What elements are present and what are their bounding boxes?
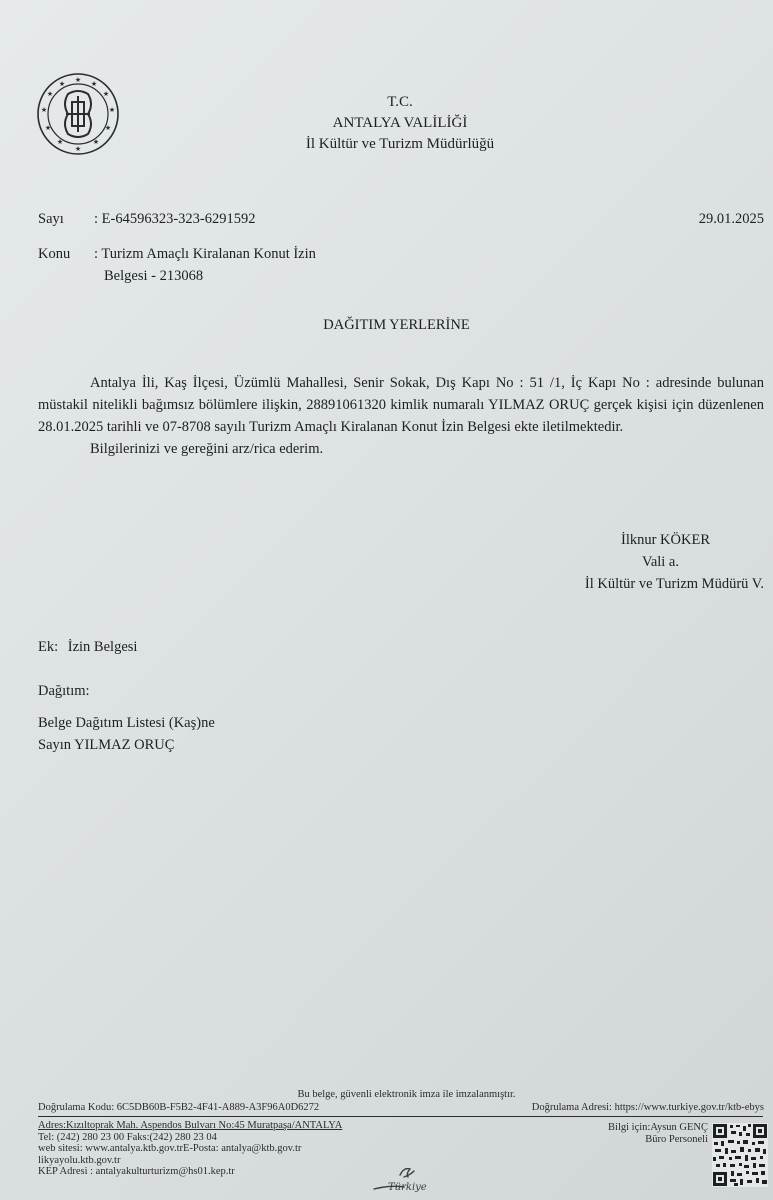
body-paragraph-2: Bilgilerinizi ve gereğini arz/rica ederim. bbox=[90, 441, 324, 457]
qr-code-icon bbox=[712, 1123, 768, 1187]
info-role: Büro Personeli bbox=[645, 1134, 708, 1145]
svg-text:★: ★ bbox=[44, 124, 52, 132]
esign-note-text: Bu belge, güvenli elektronik imza ile imzalanmıştır. bbox=[297, 1089, 516, 1100]
ministry-seal-icon bbox=[36, 72, 120, 156]
footer-kep: KEP Adresi : antalyakulturturizm@hs01.kep.tr bbox=[38, 1166, 235, 1177]
footer-divider bbox=[38, 1116, 763, 1117]
attachment bbox=[38, 637, 137, 657]
svg-text:★: ★ bbox=[108, 106, 116, 114]
svg-text:★: ★ bbox=[104, 124, 112, 132]
info-contact: Bilgi için:Aysun GENÇ bbox=[608, 1122, 708, 1133]
signature-block bbox=[460, 529, 764, 595]
header-governorship: ANTALYA VALİLİĞİ bbox=[332, 115, 468, 131]
footer-address: Adres:Kızıltoprak Mah. Aspendos Bulvarı No:45 Muratpaşa/ANTALYA bbox=[38, 1120, 343, 1131]
addressee bbox=[0, 317, 773, 334]
distribution-list bbox=[38, 712, 215, 756]
sayi-label: Sayı bbox=[38, 211, 64, 227]
konu-label: Konu bbox=[38, 246, 71, 262]
signer-title-2: İl Kültür ve Turizm Müdürü V. bbox=[584, 576, 764, 592]
svg-text:★: ★ bbox=[56, 138, 64, 146]
attachment-label: Ek: bbox=[38, 639, 59, 655]
footer-site: likyayolu.ktb.gov.tr bbox=[38, 1154, 121, 1166]
footer-web: web sitesi: www.antalya.ktb.gov.trE-Posta: antalya@ktb.gov.tr bbox=[38, 1143, 302, 1154]
header-directorate: İl Kültür ve Turizm Müdürlüğü bbox=[305, 136, 495, 152]
svg-text:★: ★ bbox=[74, 145, 82, 153]
svg-text:★: ★ bbox=[46, 90, 54, 98]
contact-block bbox=[38, 1120, 342, 1178]
document-date: 29.01.2025 bbox=[698, 211, 764, 227]
footer-phone: Tel: (242) 280 23 00 Faks:(242) 280 23 04 bbox=[38, 1131, 217, 1143]
svg-text:★: ★ bbox=[40, 106, 48, 114]
svg-text:Türkiye: Türkiye bbox=[388, 1182, 427, 1193]
attachment-value: İzin Belgesi bbox=[67, 639, 138, 655]
sayi-value: : E-64596323-323-6291592 bbox=[94, 211, 256, 227]
body-paragraph-1: Antalya İli, Kaş İlçesi, Üzümlü Mahallesi, Senir Sokak, Dış Kapı No : 51 /1, İç Kapı No : adresinde bulunan müstakil nitelikli bağımsız bölümlere ilişkin, 28891061320 kimlik numaralı YILMAZ ORUÇ gerçek kişisi için düzenlenen 28.01.2025 tarihli ve 07-8708 sayılı Turizm Amaçlı Kiralanan Konut İzin Belgesi ekte iletilmektedir. bbox=[38, 375, 764, 435]
verify-address: Doğrulama Adresi: https://www.turkiye.gov.tr/ktb-ebys bbox=[531, 1102, 764, 1113]
letter-body bbox=[38, 372, 764, 460]
esign-note bbox=[0, 1089, 773, 1101]
list-item: Belge Dağıtım Listesi (Kaş)ne bbox=[38, 715, 215, 731]
list-item: Sayın YILMAZ ORUÇ bbox=[38, 737, 175, 753]
svg-text:★: ★ bbox=[102, 90, 110, 98]
konu-line-2: Belgesi - 213068 bbox=[104, 268, 204, 284]
distribution-label: Dağıtım: bbox=[38, 683, 90, 699]
turkiye-logo-icon bbox=[370, 1163, 434, 1195]
addressee-text: DAĞITIM YERLERİNE bbox=[323, 317, 470, 333]
signer-title-1: Vali a. bbox=[641, 554, 679, 570]
info-block bbox=[520, 1122, 708, 1146]
svg-text:★: ★ bbox=[58, 80, 66, 88]
konu-line-1: : Turizm Amaçlı Kiralanan Konut İzin bbox=[94, 246, 316, 262]
svg-text:★: ★ bbox=[74, 76, 82, 84]
svg-text:★: ★ bbox=[92, 138, 100, 146]
letterhead bbox=[250, 92, 550, 155]
header-tc: T.C. bbox=[387, 94, 413, 110]
svg-text:★: ★ bbox=[90, 80, 98, 88]
signer-name: İlknur KÖKER bbox=[620, 532, 710, 548]
verify-code: Doğrulama Kodu: 6C5DB60B-F5B2-4F41-A889-A3F96A0D6272 bbox=[38, 1102, 320, 1113]
